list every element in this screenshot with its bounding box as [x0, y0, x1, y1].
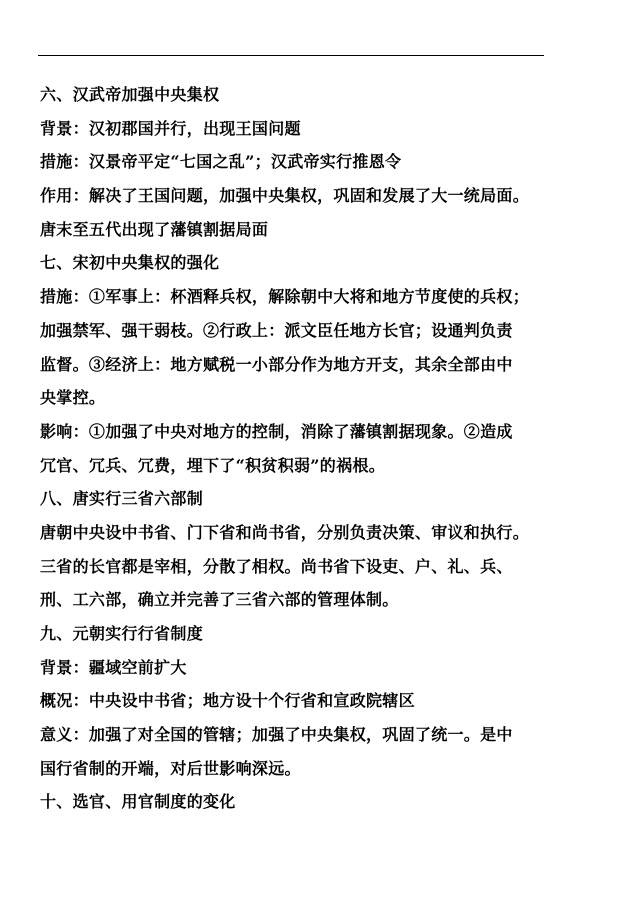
heading-section-7: 七、宋初中央集权的强化: [40, 253, 220, 273]
text-line: 国行省制的开端，对后世影响深远。: [40, 758, 301, 778]
text-line: 作用：解决了王国问题，加强中央集权，巩固和发展了大一统局面。: [40, 186, 530, 206]
text-line: 三省的长官都是宰相，分散了相权。尚书省下设吏、户、礼、兵、: [40, 556, 513, 576]
heading-section-9: 九、元朝实行行省制度: [40, 624, 204, 643]
heading-section-6: 六、汉武帝加强中央集权: [40, 85, 220, 104]
text-line: 央掌控。: [40, 388, 106, 408]
heading-section-10: 十、选官、用官制度的变化: [40, 792, 236, 812]
text-line: 唐朝中央设中书省、门下省和尚书省，分别负责决策、审议和执行。: [40, 522, 530, 542]
text-line: 冗官、冗兵、冗费，埋下了“积贫积弱”的祸根。: [40, 455, 386, 475]
text-line: 唐末至五代出现了藩镇割据局面: [40, 219, 269, 239]
text-line: 措施：①军事上：杯酒释兵权，解除朝中大将和地方节度使的兵权；: [40, 287, 530, 307]
top-divider: [38, 55, 544, 56]
heading-section-8: 八、唐实行三省六部制: [40, 489, 204, 509]
text-line: 背景：汉初郡国并行，出现王国问题: [40, 118, 301, 138]
text-line: 意义：加强了对全国的管辖；加强了中央集权，巩固了统一。是中: [40, 725, 513, 745]
text-line: 监督。③经济上：地方赋税一小部分作为地方开支，其余全部由中: [40, 354, 513, 374]
text-line: 概况：中央设中书省；地方设十个行省和宣政院辖区: [40, 691, 415, 711]
document-body: [40, 78, 600, 819]
text-line: 影响：①加强了中央对地方的控制，消除了藩镇割据现象。②造成: [40, 421, 513, 441]
text-line: 刑、工六部，确立并完善了三省六部的管理体制。: [40, 590, 399, 610]
text-line: 措施：汉景帝平定“七国之乱”；汉武帝实行推恩令: [40, 152, 402, 172]
text-line: 加强禁军、强干弱枝。②行政上：派文臣任地方长官；设通判负责: [40, 320, 513, 340]
text-line: 背景：疆域空前扩大: [40, 657, 187, 677]
